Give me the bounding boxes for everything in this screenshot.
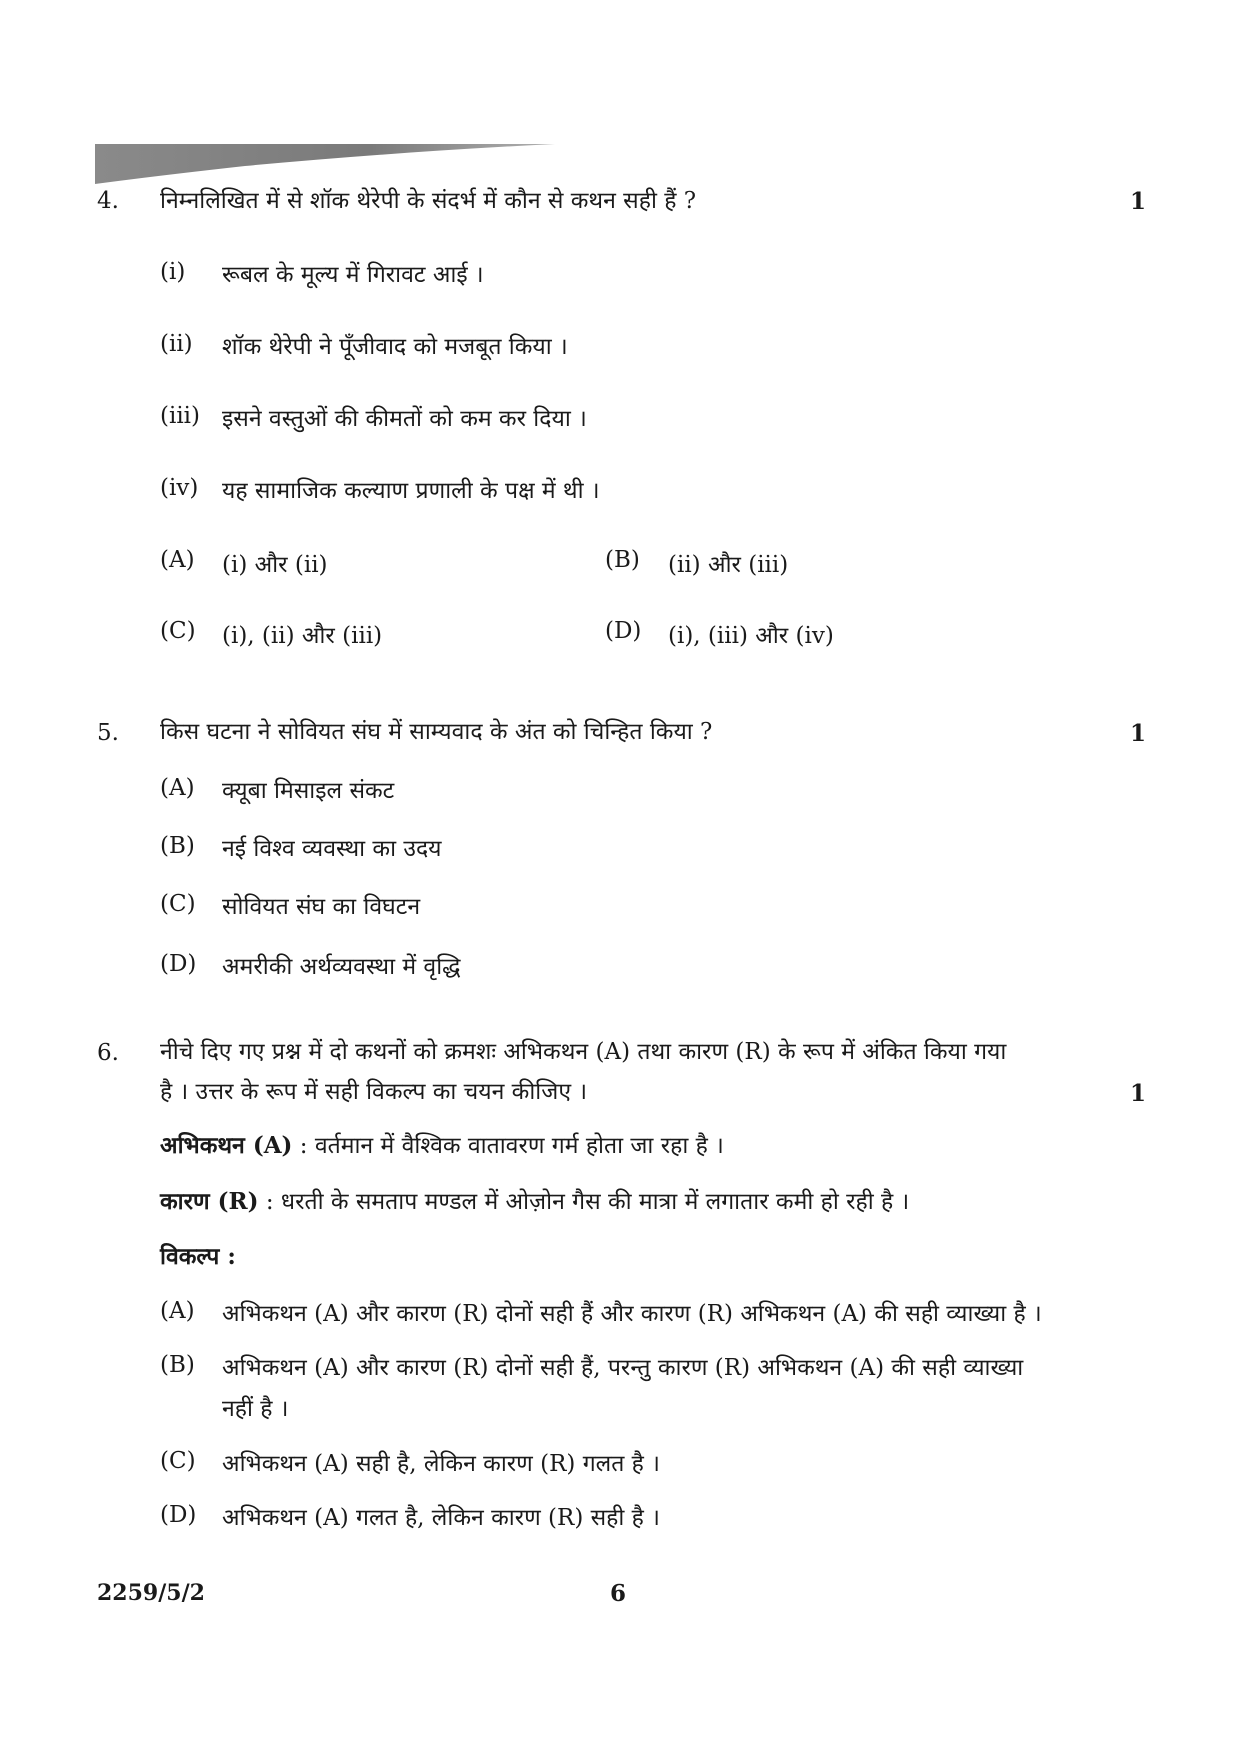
q5-marks: 1: [1129, 720, 1146, 747]
q4-marks: 1: [1129, 188, 1146, 215]
q6-option-label: (C): [160, 1448, 196, 1474]
q6-number: 6.: [97, 1040, 119, 1066]
q4-option-text: (ii) और (iii): [668, 552, 789, 578]
q4-statement-label: (iv): [160, 475, 199, 501]
q6-marks: 1: [1129, 1080, 1146, 1107]
q6-option-text: अभिकथन (A) और कारण (R) दोनों सही हैं और कारण (R) अभिकथन (A) की सही व्याख्या है ।: [222, 1301, 1042, 1327]
q4-statement-label: (iii): [160, 403, 201, 429]
reason-text: : धरती के समताप मण्डल में ओज़ोन गैस की मात्रा में लगातार कमी हो रही है ।: [258, 1189, 910, 1215]
q4-option-text: (i) और (ii): [222, 552, 328, 578]
q5-text: किस घटना ने सोवियत संघ में साम्यवाद के अंत को चिन्हित किया ?: [160, 719, 713, 745]
q4-option-text: (i), (iii) और (iv): [668, 623, 834, 649]
q5-option-label: (D): [160, 951, 197, 977]
q6-option-text: अभिकथन (A) और कारण (R) दोनों सही हैं, परन्तु कारण (R) अभिकथन (A) की सही व्याख्या: [222, 1355, 1024, 1381]
q4-statement-text: रूबल के मूल्य में गिरावट आई ।: [222, 262, 484, 288]
q5-option-text: अमरीकी अर्थव्यवस्था में वृद्धि: [222, 954, 461, 980]
q4-number: 4.: [97, 188, 119, 214]
q4-statement-text: इसने वस्तुओं की कीमतों को कम कर दिया ।: [222, 406, 587, 432]
q6-text-line2: है । उत्तर के रूप में सही विकल्प का चयन कीजिए ।: [160, 1079, 588, 1105]
header-decorative-bar: [95, 144, 555, 184]
q4-option-label: (A): [160, 547, 195, 573]
q5-option-label: (A): [160, 775, 195, 801]
q4-statement-label: (i): [160, 259, 186, 285]
q5-option-text: नई विश्व व्यवस्था का उदय: [222, 836, 442, 862]
q6-option-label: (A): [160, 1298, 195, 1324]
q6-option-text: अभिकथन (A) गलत है, लेकिन कारण (R) सही है ।: [222, 1505, 660, 1531]
q6-option-label: (D): [160, 1502, 197, 1528]
q4-text: निम्नलिखित में से शॉक थेरेपी के संदर्भ में कौन से कथन सही हैं ?: [160, 188, 697, 214]
q5-option-text: क्यूबा मिसाइल संकट: [222, 778, 395, 804]
reason-label: कारण (R): [160, 1188, 259, 1215]
q5-option-label: (C): [160, 891, 196, 917]
q4-option-text: (i), (ii) और (iii): [222, 623, 383, 649]
q5-number: 5.: [97, 720, 119, 746]
q4-option-label: (C): [160, 618, 196, 644]
q6-option-label: (B): [160, 1352, 195, 1378]
q6-option-text: अभिकथन (A) सही है, लेकिन कारण (R) गलत है ।: [222, 1451, 660, 1477]
q6-options-heading: विकल्प :: [160, 1243, 236, 1270]
q4-option-label: (D): [605, 618, 642, 644]
q4-statement-text: यह सामाजिक कल्याण प्रणाली के पक्ष में थी ।: [222, 478, 600, 504]
q6-reason: [160, 1187, 909, 1217]
q4-statement-label: (ii): [160, 331, 193, 357]
assertion-text: : वर्तमान में वैश्विक वातावरण गर्म होता जा रहा है ।: [292, 1133, 724, 1159]
page-number: 6: [610, 1580, 627, 1607]
q6-assertion: [160, 1131, 724, 1161]
q5-option-label: (B): [160, 833, 195, 859]
paper-code: 2259/5/2: [97, 1580, 205, 1606]
q6-option-text-cont: नहीं है ।: [222, 1396, 289, 1422]
q4-statement-text: शॉक थेरेपी ने पूँजीवाद को मजबूत किया ।: [222, 334, 568, 360]
q4-option-label: (B): [605, 547, 640, 573]
assertion-label: अभिकथन (A): [160, 1132, 293, 1159]
q5-option-text: सोवियत संघ का विघटन: [222, 894, 421, 920]
q6-text-line1: नीचे दिए गए प्रश्न में दो कथनों को क्रमशः अभिकथन (A) तथा कारण (R) के रूप में अंकित किया गया: [160, 1039, 1007, 1065]
